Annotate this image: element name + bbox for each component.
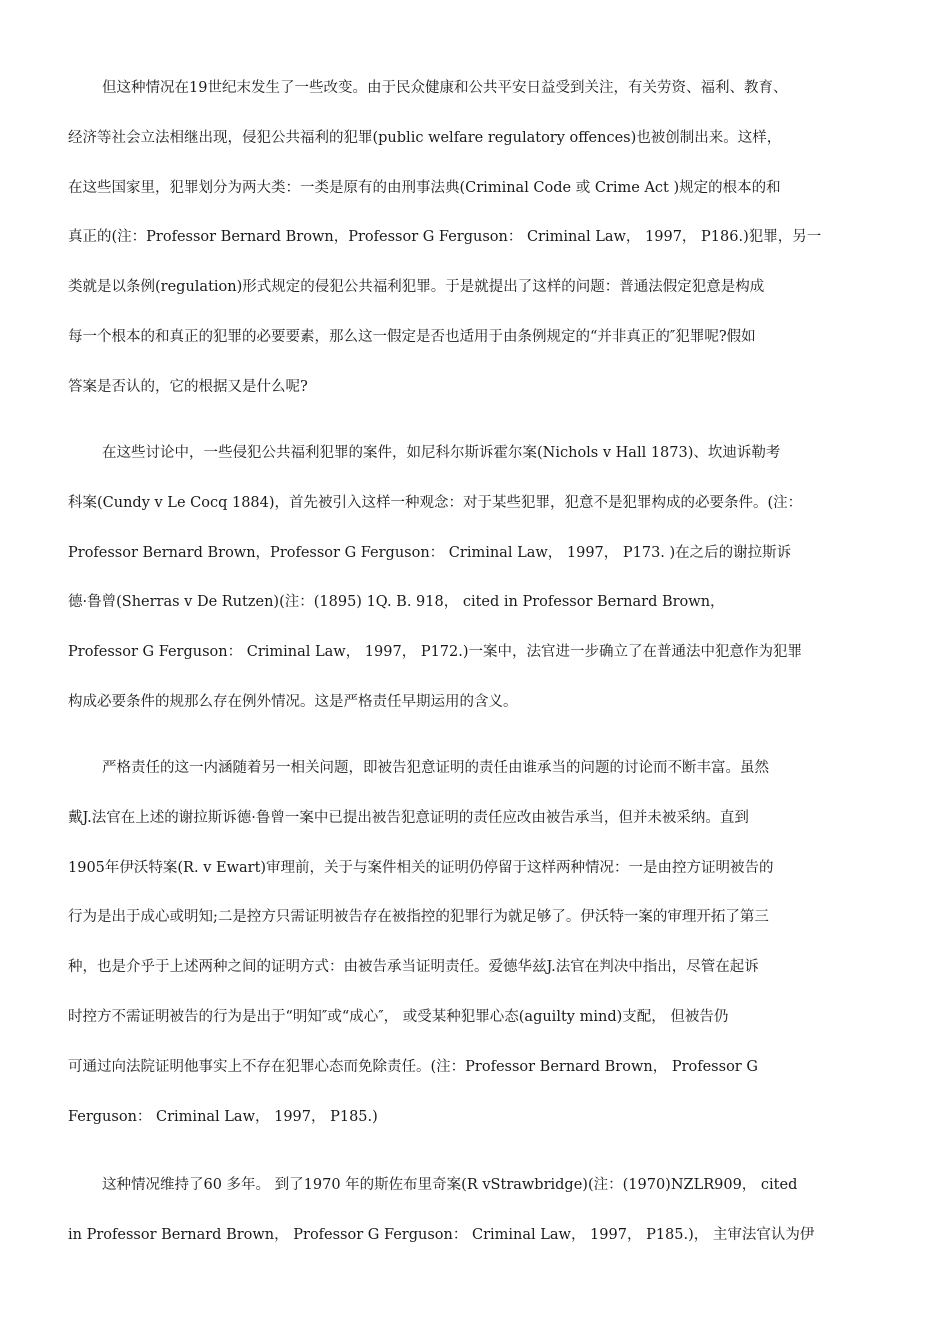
text-line: 戴J.法官在上述的谢拉斯诉德·鲁曾一案中已提出被告犯意证明的责任应改由被告承当，但并未被采纳。直到 <box>68 809 749 826</box>
text-line: 时控方不需证明被告的行为是出于“明知″或“成心″， 或受某种犯罪心态(aguilty mind)支配， 但被告仍 <box>68 1009 729 1025</box>
text-line: 这种情况维持了60 多年。 到了1970 年的斯佐布里奇案(R vStrawbridge)(注：(1970)NZLR909， cited <box>102 1177 798 1193</box>
text-line: 科案(Cundy v Le Cocq 1884)，首先被引入这样一种观念：对于某些犯罪，犯意不是犯罪构成的必要条件。(注： <box>68 494 803 511</box>
text-line: 答案是否认的，它的根据又是什么呢? <box>68 378 308 395</box>
text-line: Professor Bernard Brown，Professor G Ferguson： Criminal Law， 1997， P173. )在之后的谢拉斯诉 <box>68 544 792 561</box>
text-line: 行为是出于成心或明知;二是控方只需证明被告存在被指控的犯罪行为就足够了。伊沃特一案的审理开拓了第三 <box>68 909 769 926</box>
text-line: 构成必要条件的规那么存在例外情况。这是严格责任早期运用的含义。 <box>68 694 518 710</box>
text-line: 可通过向法院证明他事实上不存在犯罪心态而免除责任。(注：Professor Bernard Brown， Professor G <box>68 1058 758 1075</box>
text-line: 严格责任的这一内涵随着另一相关问题，即被告犯意证明的责任由谁承当的问题的讨论而不断丰富。虽然 <box>102 760 769 776</box>
text-line: in Professor Bernard Brown， Professor G Ferguson： Criminal Law， 1997， P185.)， 主审法官认为伊 <box>68 1226 815 1243</box>
text-line: 类就是以条例(regulation)形式规定的侵犯公共福利犯罪。于是就提出了这样的问题：普通法假定犯意是构成 <box>68 279 765 296</box>
text-line: 在这些讨论中，一些侵犯公共福利犯罪的案件，如尼科尔斯诉霍尔案(Nichols v Hall 1873)、坎迪诉勒考 <box>102 445 781 461</box>
text-line: 但这种情况在19世纪末发生了一些改变。由于民众健康和公共平安日益受到关注，有关劳资、福利、教育、 <box>102 80 788 96</box>
text-line: 1905年伊沃特案(R. v Ewart)审理前，关于与案件相关的证明仍停留于这样两种情况：一是由控方证明被告的 <box>68 859 774 876</box>
text-line: Ferguson： Criminal Law， 1997， P185.) <box>68 1108 378 1125</box>
text-line: Professor G Ferguson： Criminal Law， 1997， P172.)一案中，法官进一步确立了在普通法中犯意作为犯罪 <box>68 644 803 661</box>
text-line: 种，也是介乎于上述两种之间的证明方式：由被告承当证明责任。爱德华兹J.法官在判决中指出，尽管在起诉 <box>68 959 759 976</box>
text-line: 在这些国家里，犯罪划分为两大类：一类是原有的由刑事法典(Criminal Code 或 Crime Act )规定的根本的和 <box>68 179 781 196</box>
text-line: 每一个根本的和真正的犯罪的必要要素，那么这一假定是否也适用于由条例规定的“并非真正的″犯罪呢?假如 <box>68 329 756 345</box>
text-line: 真正的(注：Professor Bernard Brown，Professor G Ferguson： Criminal Law， 1997， P186.)犯罪，另一 <box>68 229 822 246</box>
text-line: 德·鲁曾(Sherras v De Rutzen)(注：(1895) 1Q. B. 918， cited in Professor Bernard Brown， <box>68 594 725 611</box>
text-line: 经济等社会立法相继出现，侵犯公共福利的犯罪(public welfare regulatory offences)也被创制出来。这样， <box>68 129 782 146</box>
